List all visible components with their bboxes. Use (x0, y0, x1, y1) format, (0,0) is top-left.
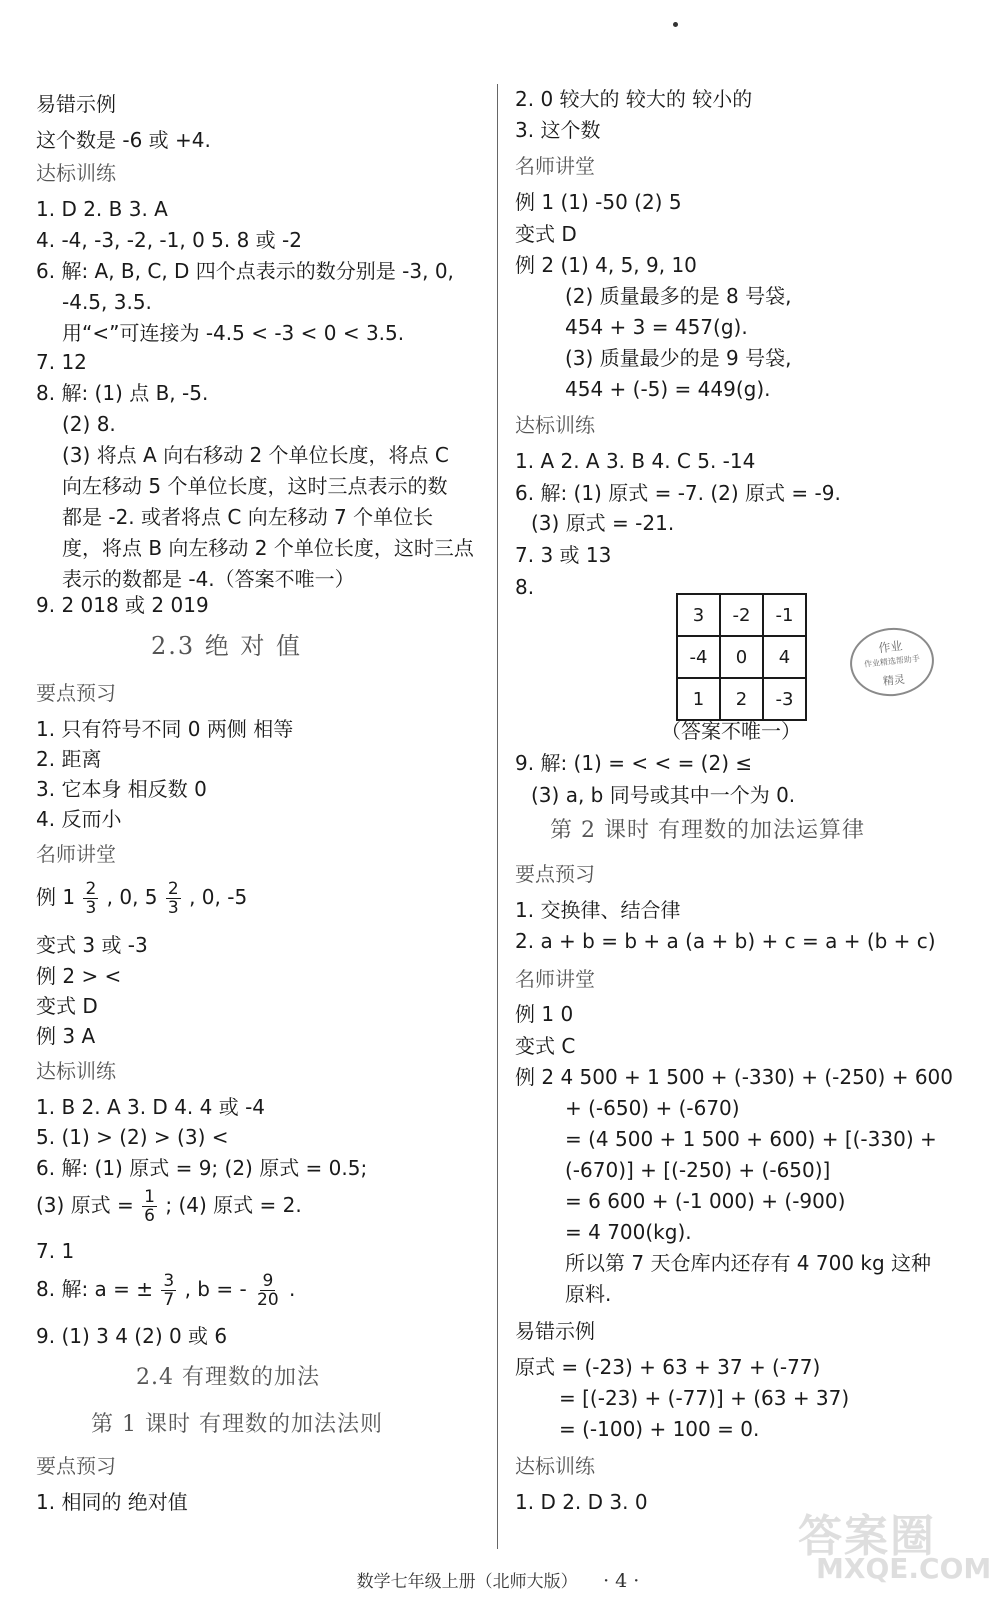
answer-line: 这个数是 -6 或 +4. (36, 128, 211, 152)
section-title: 2.4 有理数的加法 (136, 1365, 320, 1390)
answer-line-fraction: 例 1 $\frac{2}{3}$ , 0, 5 $\frac{2}{3}$ , 0, -5 (36, 879, 248, 918)
answer-line: 1. D 2. B 3. A (36, 197, 168, 221)
grid-cell: 0 (720, 636, 763, 678)
answer-line: = (-100) + 100 = 0. (559, 1417, 760, 1441)
answer-line: (-670)] + [(-250) + (-650)] (565, 1158, 831, 1182)
answer-line: 7. 12 (36, 350, 87, 374)
section-heading: 达标训练 (515, 413, 595, 437)
section-heading: 要点预习 (36, 681, 116, 705)
answer-line: 例 1 0 (515, 1002, 574, 1026)
answer-line: 2. a + b = b + a (a + b) + c = a + (b + c) (515, 929, 936, 953)
grid-cell: 1 (677, 678, 720, 720)
answer-line: 1. 只有符号不同 0 两侧 相等 (36, 717, 294, 741)
section-heading: 易错示例 (36, 92, 116, 116)
answer-line: 3. 它本身 相反数 0 (36, 777, 207, 801)
answer-line: 1. 相同的 绝对值 (36, 1490, 188, 1514)
answer-line: 例 2 (1) 4, 5, 9, 10 (515, 253, 697, 277)
answer-line: 变式 C (515, 1034, 576, 1058)
answer-line-fraction: 8. 解: a = ± $\frac{3}{7}$ , b = - $\frac{9}{20}$ . (36, 1271, 296, 1310)
answer-line: (3) 质量最少的是 9 号袋, (565, 346, 792, 370)
lesson-title: 第 2 课时 有理数的加法运算律 (550, 818, 865, 843)
answer-line: = 4 700(kg). (565, 1220, 692, 1244)
fraction: $\frac{1}{6}$ (144, 1187, 155, 1226)
answer-note: （答案不唯一） (661, 719, 801, 743)
page-footer (0, 1567, 996, 1592)
answer-line: 9. 解: (1) = < < = (2) ≤ (515, 751, 753, 775)
answer-line: 5. (1) > (2) > (3) < (36, 1125, 229, 1149)
answer-line: 1. A 2. A 3. B 4. C 5. -14 (515, 449, 756, 473)
fraction: $\frac{3}{7}$ (163, 1271, 175, 1310)
answer-line: = (4 500 + 1 500 + 600) + [(-330) + (565, 1127, 937, 1151)
answer-line: 6. 解: A, B, C, D 四个点表示的数分别是 -3, 0, (36, 259, 454, 283)
answer-line: = [(-23) + (-77)] + (63 + 37) (559, 1386, 850, 1410)
grid-cell: -2 (720, 594, 763, 636)
section-heading: 名师讲堂 (515, 967, 595, 991)
section-heading: 达标训练 (515, 1454, 595, 1478)
answer-line: 454 + 3 = 457(g). (565, 315, 748, 339)
answer-line: 4. 反而小 (36, 807, 122, 831)
watermark-logo: 答案圈 MXQE.COM (798, 1511, 992, 1585)
answer-line: 3. 这个数 (515, 118, 601, 142)
answer-line: + (-650) + (-670) (565, 1096, 740, 1120)
answer-line: 例 1 (1) -50 (2) 5 (515, 190, 682, 214)
answer-line: 4. -4, -3, -2, -1, 0 5. 8 或 -2 (36, 228, 302, 252)
column-divider (497, 84, 498, 1549)
section-heading: 达标训练 (36, 161, 116, 185)
answer-line: 8. (515, 575, 535, 599)
answer-line: 度，将点 B 向左移动 2 个单位长度，这时三点 (62, 536, 474, 560)
answer-line: 例 2 4 500 + 1 500 + (-330) + (-250) + 600 (515, 1065, 954, 1089)
grid-cell: -3 (763, 678, 806, 720)
answer-line: 6. 解: (1) 原式 = -7. (2) 原式 = -9. (515, 481, 841, 505)
answer-line: (3) 原式 = -21. (531, 511, 675, 535)
lesson-title: 第 1 课时 有理数的加法法则 (91, 1412, 383, 1437)
answer-line-fraction: (3) 原式 = $\frac{1}{6}$ ; (4) 原式 = 2. (36, 1187, 302, 1226)
answer-line: (2) 质量最多的是 8 号袋, (565, 284, 792, 308)
answer-line: 9. (1) 3 4 (2) 0 或 6 (36, 1324, 228, 1348)
answer-line: 变式 D (515, 222, 577, 246)
answer-line: 变式 3 或 -3 (36, 933, 148, 957)
answer-line: 变式 D (36, 994, 98, 1018)
answer-line: 1. B 2. A 3. D 4. 4 或 -4 (36, 1095, 266, 1119)
fraction: $\frac{9}{20}$ (257, 1271, 279, 1310)
section-heading: 达标训练 (36, 1059, 116, 1083)
answer-line: (3) 将点 A 向右移动 2 个单位长度，将点 C (62, 443, 449, 467)
fraction: $\frac{2}{3}$ (85, 879, 97, 918)
answer-line: (3) a, b 同号或其中一个为 0. (531, 783, 796, 807)
section-heading: 名师讲堂 (36, 842, 116, 866)
stamp: 作业 作业精选帮助手 精灵 (847, 624, 938, 700)
answer-line: (2) 8. (62, 412, 116, 436)
grid-cell: -4 (677, 636, 720, 678)
fraction: $\frac{2}{3}$ (167, 879, 179, 918)
answer-line: 原式 = (-23) + 63 + 37 + (-77) (515, 1355, 821, 1379)
section-heading: 名师讲堂 (515, 154, 595, 178)
page-number: · 4 · (603, 1570, 640, 1592)
answer-line: 7. 1 (36, 1239, 75, 1263)
answer-line: 例 2 > < (36, 964, 122, 988)
answer-line: 2. 0 较大的 较大的 较小的 (515, 87, 753, 111)
section-heading: 要点预习 (36, 1454, 116, 1478)
section-heading: 易错示例 (515, 1319, 595, 1343)
answer-line: 1. 交换律、结合律 (515, 898, 681, 922)
section-title: 2.3 绝 对 值 (151, 632, 303, 660)
section-heading: 要点预习 (515, 862, 595, 886)
answer-line: 454 + (-5) = 449(g). (565, 377, 771, 401)
magic-square-grid (676, 593, 807, 721)
answer-line: -4.5, 3.5. (62, 290, 152, 314)
grid-cell: 3 (677, 594, 720, 636)
answer-line: 6. 解: (1) 原式 = 9; (2) 原式 = 0.5; (36, 1156, 368, 1180)
grid-cell: -1 (763, 594, 806, 636)
answer-line: 用“<”可连接为 -4.5 < -3 < 0 < 3.5. (62, 321, 405, 345)
answer-line: 7. 3 或 13 (515, 543, 612, 567)
answer-line: = 6 600 + (-1 000) + (-900) (565, 1189, 846, 1213)
answer-line: 例 3 A (36, 1024, 96, 1048)
grid-cell: 2 (720, 678, 763, 720)
answer-line: 1. D 2. D 3. 0 (515, 1490, 648, 1514)
grid-cell: 4 (763, 636, 806, 678)
answer-line: 9. 2 018 或 2 019 (36, 593, 209, 617)
footer-title: 数学七年级上册（北师大版） (356, 1572, 578, 1592)
answer-line: 原料. (565, 1282, 612, 1306)
answer-line: 都是 -2. 或者将点 C 向左移动 7 个单位长 (62, 505, 434, 529)
answer-line: 所以第 7 天仓库内还存有 4 700 kg 这种 (565, 1251, 932, 1275)
answer-line: 表示的数都是 -4.（答案不唯一） (62, 567, 355, 591)
ink-dot (673, 22, 678, 27)
answer-line: 向左移动 5 个单位长度，这时三点表示的数 (62, 474, 448, 498)
answer-line: 2. 距离 (36, 747, 102, 771)
answer-line: 8. 解: (1) 点 B, -5. (36, 381, 209, 405)
